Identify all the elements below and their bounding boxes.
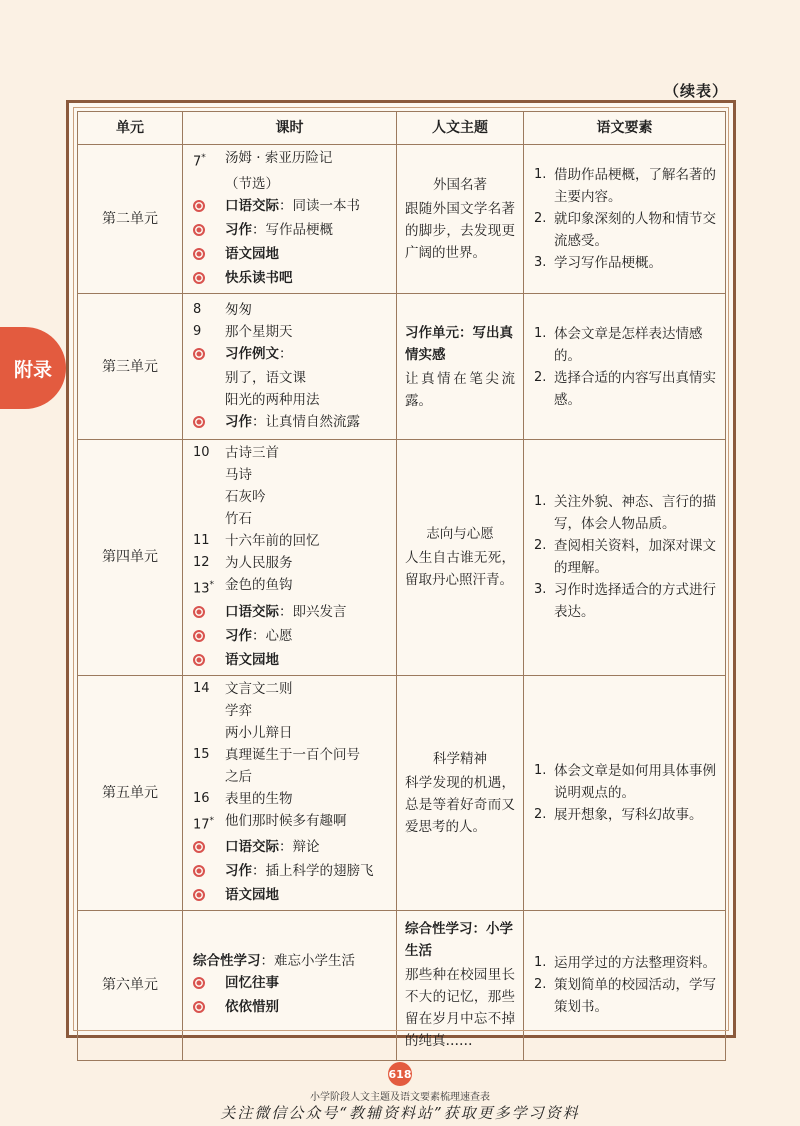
lessons-cell [183,145,397,294]
lesson-item [193,700,390,722]
lesson-title: 文言文二则 [225,680,293,697]
element-item: 1. 借助作品梗概，了解名著的主要内容。 [534,167,716,206]
lesson-item [193,389,390,411]
bullseye-icon [193,1001,205,1013]
lesson-title: ： [279,345,293,362]
optional-star: * [209,580,215,591]
element-item: 2. 就印象深刻的人物和情节交流感受。 [534,211,716,250]
lesson-number: 11 [193,533,210,549]
appendix-side-tab: 附录 [0,327,66,409]
lesson-title: 他们那时候多有趣啊 [225,812,347,829]
theme-description: 跟随外国文学名著的脚步，去发现更广阔的世界。 [405,201,515,262]
lesson-item [193,530,390,552]
theme-cell [397,910,524,1060]
lesson-item [193,601,390,625]
lessons-cell [183,294,397,440]
table-frame [66,100,736,1050]
bullseye-icon [193,416,205,428]
lesson-item [193,147,390,173]
theme-description: 那些种在校园里长不大的记忆，那些留在岁月中忘不掉的纯真…… [405,967,515,1050]
lesson-item [193,195,390,219]
unit-cell: 第五单元 [78,675,183,910]
element-item: 3. 学习写作品梗概。 [534,255,662,272]
lesson-number: 13* [193,580,215,597]
lesson-type: 综合性学习 [193,953,261,970]
footer-ad: 关注微信公众号“教辅资料站”获取更多学习资料 [220,1104,580,1122]
lesson-title: 马诗 [225,467,252,484]
theme-cell [397,675,524,910]
lesson-type: 习作例文 [225,345,279,362]
lessons-cell [183,910,397,1060]
lesson-title: 真理诞生于一百个问号 [225,746,360,763]
lessons-cell [183,675,397,910]
lesson-number: 15 [193,746,210,762]
footer-title: 小学阶段人文主题及语文要素梳理速查表 [310,1092,490,1103]
lesson-type: 习作 [225,627,252,644]
unit-cell: 第六单元 [78,910,183,1060]
lesson-item [193,884,390,908]
lesson-type: 依依惜别 [225,999,279,1016]
bullseye-icon [193,200,205,212]
lesson-title: 阳光的两种用法 [225,391,320,408]
lesson-item [193,766,390,788]
elements-cell [524,440,726,675]
theme-cell [397,440,524,675]
lesson-item [193,722,390,744]
unit-cell: 第四单元 [78,440,183,675]
lesson-item [193,625,390,649]
lesson-item [193,321,390,343]
lessons-cell [183,440,397,675]
bullseye-icon [193,865,205,877]
lesson-title: ：让真情自然流露 [252,413,360,430]
element-item: 1. 体会文章是如何用具体事例说明观点的。 [534,762,716,801]
table-row [78,910,726,1060]
lesson-item [193,464,390,486]
bullseye-icon [193,348,205,360]
header-theme: 人文主题 [397,112,524,145]
theme-title: 科学精神 [433,750,487,767]
lesson-title: 十六年前的回忆 [225,533,320,550]
lesson-item [193,996,390,1020]
lesson-number: 7* [193,153,206,170]
element-item: 1. 关注外貌、神态、言行的描写，体会人物品质。 [534,494,716,533]
element-item: 2. 选择合适的内容写出真情实感。 [534,369,716,408]
lesson-title: 汤姆 · 索亚历险记 [225,150,333,166]
lesson-item [193,219,390,243]
header-elements: 语文要素 [524,112,726,145]
bullseye-icon [193,841,205,853]
table-body [78,145,726,1061]
elements-cell [524,145,726,294]
lesson-item [193,836,390,860]
theme-cell [397,145,524,294]
bullseye-icon [193,606,205,618]
lesson-title: 之后 [225,768,252,785]
lesson-type: 口语交际 [225,198,279,215]
lesson-type: 语文园地 [225,886,279,903]
lesson-item [193,574,390,600]
bullseye-icon [193,630,205,642]
lesson-number: 14 [193,680,210,696]
curriculum-table [77,111,726,1061]
lesson-item [193,649,390,673]
bullseye-icon [193,272,205,284]
table-row [78,145,726,294]
elements-cell [524,294,726,440]
header-lessons: 课时 [183,112,397,145]
theme-description: 科学发现的机遇，总是等着好奇而又爱思考的人。 [405,774,515,835]
lesson-title: ：辩论 [279,838,320,855]
bullseye-icon [193,889,205,901]
lesson-type: 快乐读书吧 [225,270,293,287]
lesson-item [193,972,390,996]
lesson-item [193,486,390,508]
table-row [78,294,726,440]
lesson-type: 习作 [225,862,252,879]
continued-label: （续表） [663,82,728,100]
lesson-type: 回忆往事 [225,975,279,992]
lesson-title: 为人民服务 [225,555,293,572]
theme-title: 综合性学习：小学生活 [405,921,513,960]
lesson-type: 口语交际 [225,838,279,855]
lesson-item [193,343,390,367]
lesson-title: ：心愿 [252,627,293,644]
lesson-title: （节选） [225,176,279,193]
lesson-title: 匆匆 [225,301,252,318]
bullseye-icon [193,654,205,666]
lesson-type: 习作 [225,413,252,430]
lesson-item [193,367,390,389]
lesson-item [193,678,390,700]
lesson-item [193,788,390,810]
lesson-number: 16 [193,790,210,806]
lesson-title: ：写作品梗概 [252,222,333,239]
lesson-item [193,508,390,530]
lesson-title: ：插上科学的翅膀飞 [252,862,374,879]
lesson-item [193,744,390,766]
elements-cell [524,910,726,1060]
lesson-type: 口语交际 [225,603,279,620]
lesson-type: 语文园地 [225,246,279,263]
element-item: 1. 运用学过的方法整理资料。 [534,955,716,972]
optional-star: * [209,815,215,826]
lesson-item [193,442,390,464]
lesson-item [193,243,390,267]
elements-cell [524,675,726,910]
unit-cell: 第二单元 [78,145,183,294]
table-header-row [78,112,726,145]
theme-description: 人生自古谁无死，留取丹心照汗青。 [405,550,515,589]
lesson-number: 10 [193,445,210,461]
theme-cell [397,294,524,440]
lesson-item [193,411,390,435]
theme-title: 外国名著 [433,177,487,194]
bullseye-icon [193,977,205,989]
bullseye-icon [193,224,205,236]
lesson-type: 习作 [225,222,252,239]
theme-description: 让真情在笔尖流露。 [405,370,515,409]
theme-title: 习作单元：写出真情实感 [405,324,513,363]
optional-star: * [201,153,206,163]
element-item: 3. 习作时选择适合的方式进行表达。 [534,582,716,621]
lesson-number: 8 [193,301,202,317]
lesson-title: 古诗三首 [225,445,279,462]
lesson-title: ：同读一本书 [279,198,360,215]
theme-title: 志向与心愿 [426,526,494,543]
page-number-badge: 618 [388,1062,412,1086]
lesson-number: 12 [193,555,210,571]
element-item: 2. 策划简单的校园活动，学写策划书。 [534,977,716,1016]
lesson-title: 竹石 [225,511,252,528]
table-row [78,440,726,675]
lesson-title: ：即兴发言 [279,603,347,620]
unit-cell: 第三单元 [78,294,183,440]
lesson-type: 语文园地 [225,651,279,668]
lesson-item [193,267,390,291]
lesson-item [193,299,390,321]
lesson-item [193,552,390,574]
element-item: 1. 体会文章是怎样表达情感的。 [534,325,703,364]
lesson-title: 石灰吟 [225,489,266,506]
lesson-title: 两小儿辩日 [225,724,293,741]
lesson-title: ：难忘小学生活 [260,953,355,970]
header-unit: 单元 [78,112,183,145]
lesson-item [193,810,390,836]
lesson-number: 9 [193,323,202,339]
lesson-title: 别了，语文课 [225,369,306,386]
element-item: 2. 展开想象，写科幻故事。 [534,806,703,823]
lesson-title: 学弈 [225,702,252,719]
table-row [78,675,726,910]
element-item: 2. 查阅相关资料，加深对课文的理解。 [534,538,716,577]
lesson-title: 表里的生物 [225,790,293,807]
lesson-title: 那个星期天 [225,323,293,340]
lesson-number: 17* [193,815,215,832]
lesson-item [193,173,390,195]
bullseye-icon [193,248,205,260]
lesson-item [193,950,390,972]
lesson-item [193,860,390,884]
lesson-title: 金色的鱼钩 [225,577,293,594]
